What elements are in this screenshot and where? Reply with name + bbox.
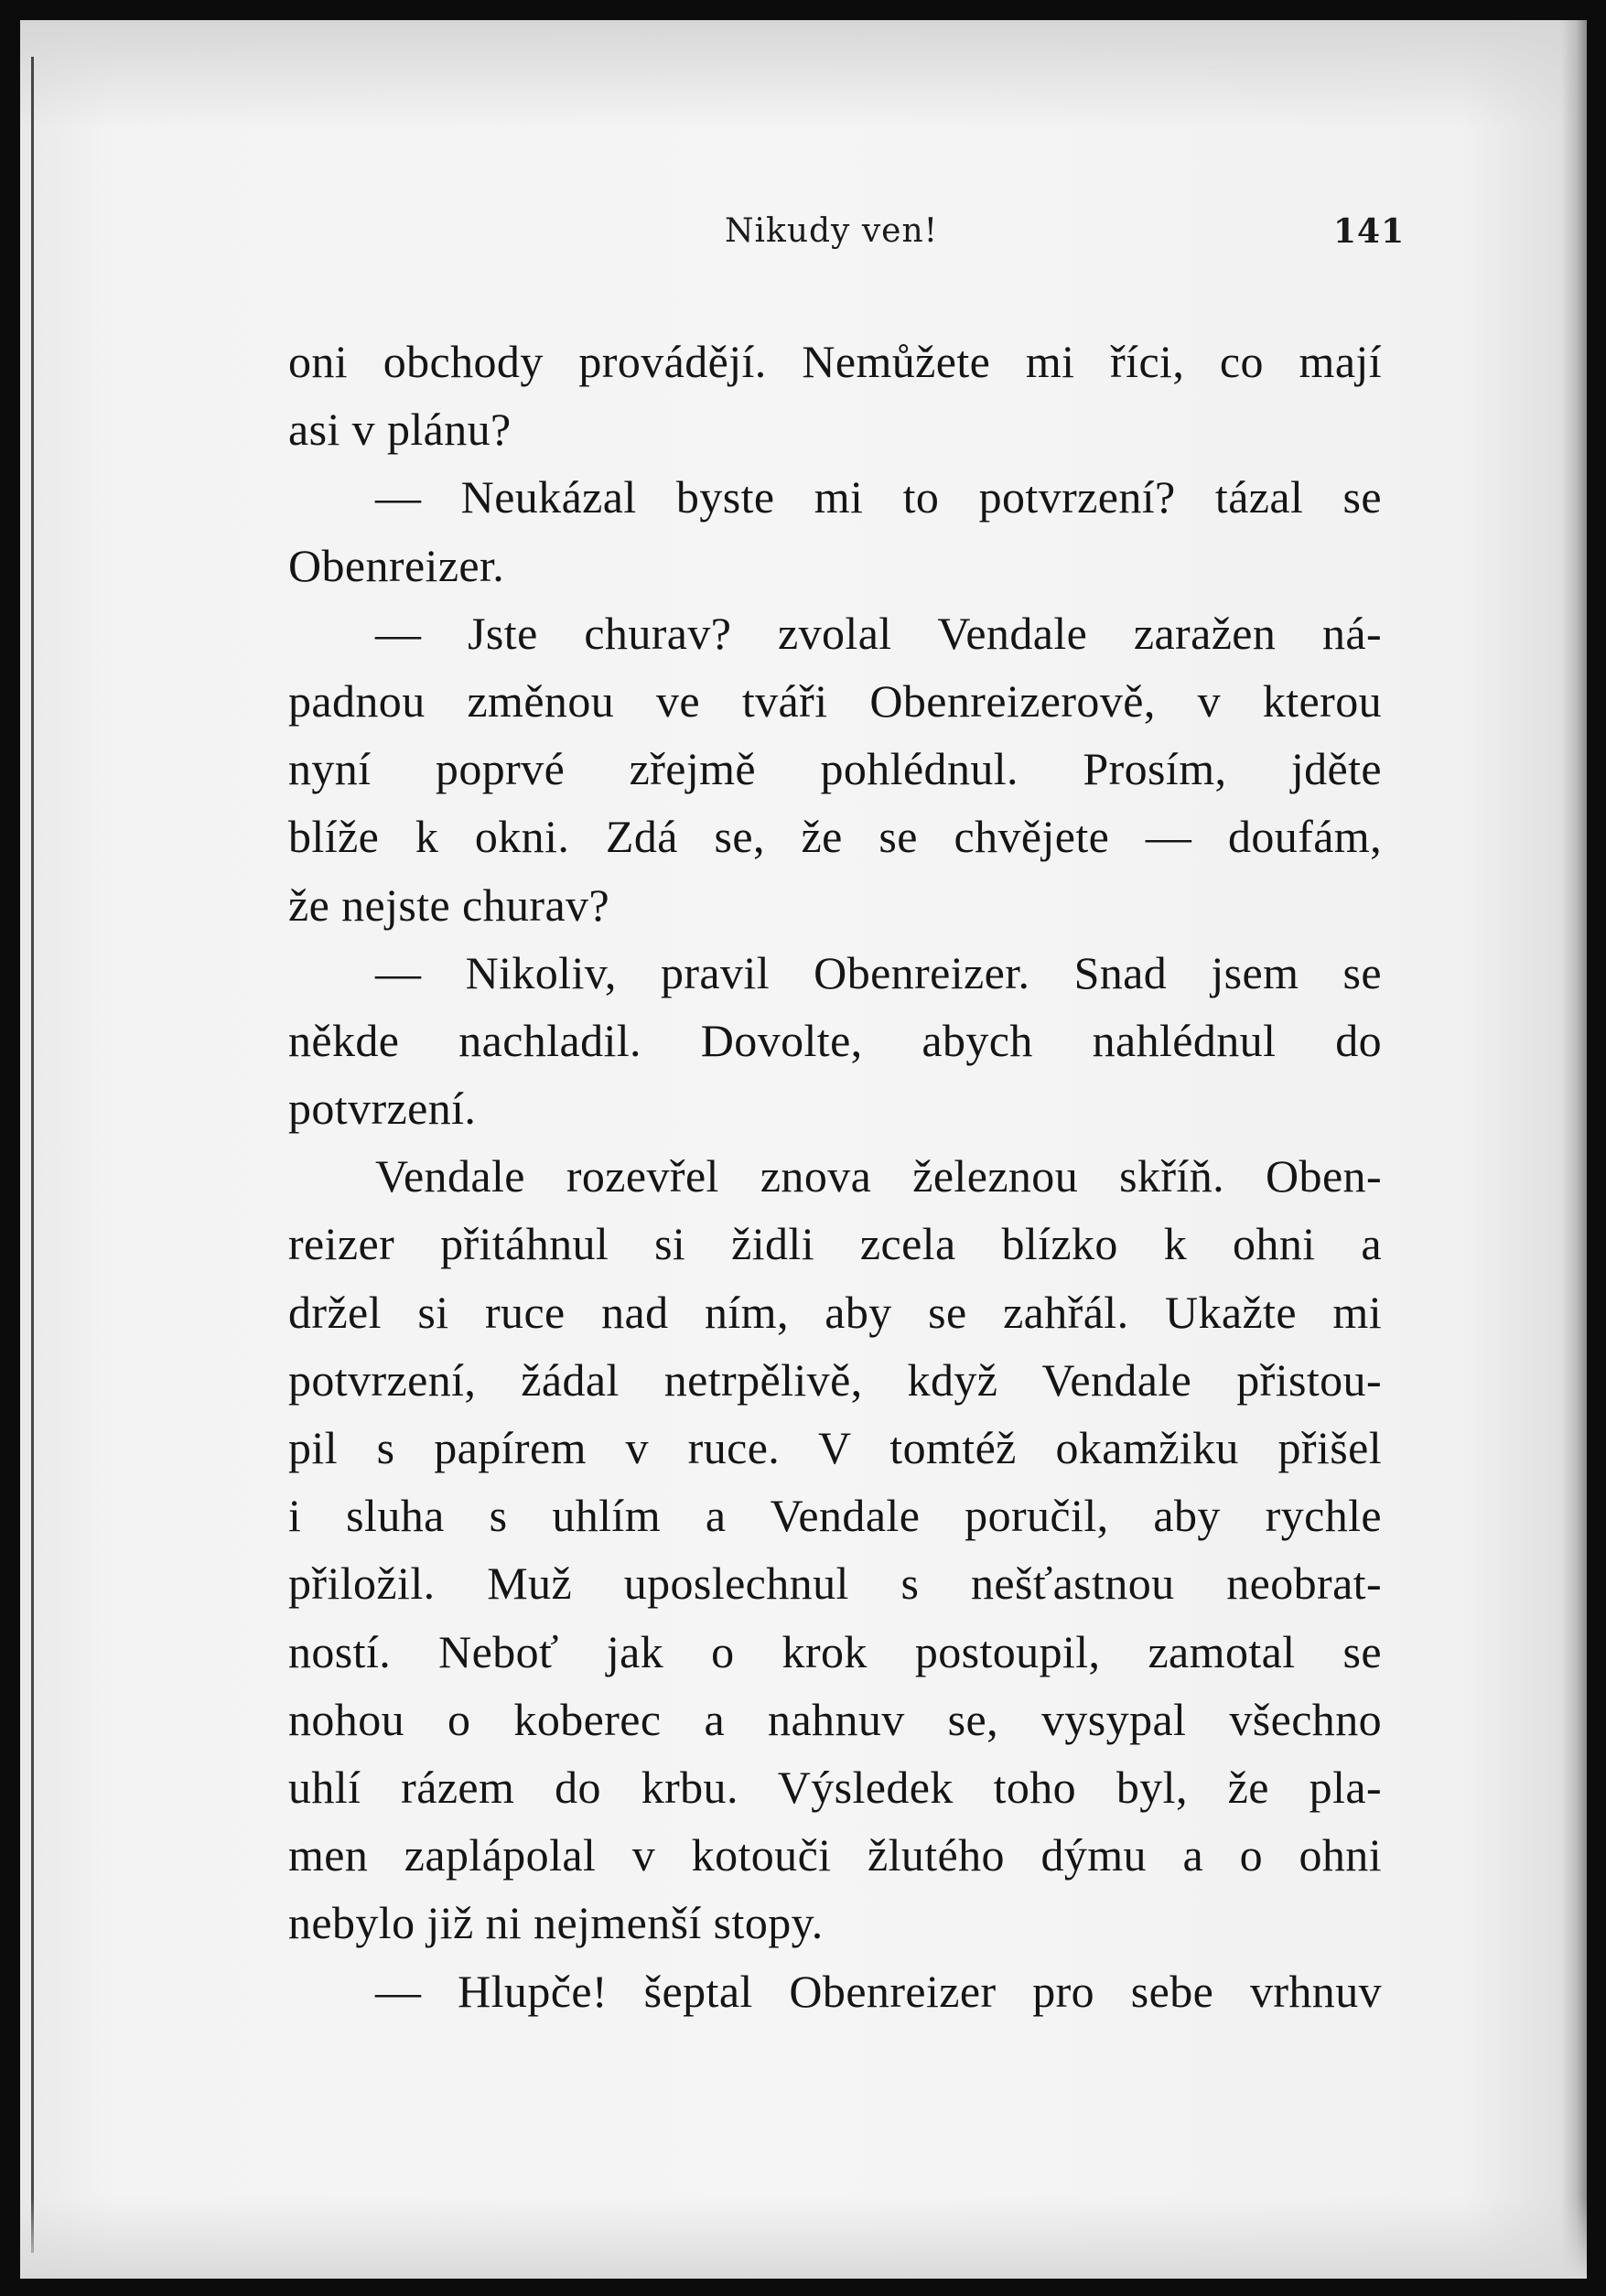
text-line: držel si ruce nad ním, aby se zahřál. Ukažte mi bbox=[288, 1286, 1382, 1338]
text-line: nyní poprvé zřejmě pohlédnul. Prosím, jděte bbox=[288, 743, 1382, 795]
text-line: — Jste churav? zvolal Vendale zaražen ná- bbox=[375, 607, 1382, 659]
text-line: potvrzení. bbox=[288, 1083, 477, 1135]
text-line: asi v plánu? bbox=[288, 404, 512, 456]
text-line: blíže k okni. Zdá se, že se chvějete — doufám, bbox=[288, 811, 1382, 863]
book-page bbox=[20, 20, 1587, 2279]
text-line: potvrzení, žádal netrpělivě, když Vendale přistou- bbox=[288, 1353, 1382, 1406]
text-line: někde nachladil. Dovolte, abych nahlédnul do bbox=[288, 1014, 1382, 1066]
text-line: men zaplápolal v kotouči žlutého dýmu a o ohni bbox=[288, 1829, 1382, 1881]
text-line: Vendale rozevřel znova železnou skříň. Oben- bbox=[375, 1150, 1382, 1202]
text-line: i sluha s uhlím a Vendale poručil, aby rychle bbox=[288, 1490, 1382, 1542]
text-line: přiložil. Muž uposlechnul s nešťastnou neobrat- bbox=[288, 1558, 1382, 1610]
text-line: padnou změnou ve tváři Obenreizerově, v kterou bbox=[288, 674, 1382, 727]
text-line: nohou o koberec a nahnuv se, vysypal všechno bbox=[288, 1693, 1382, 1745]
page-edge-shadow bbox=[1561, 20, 1587, 2279]
text-line: nebylo již ni nejmenší stopy. bbox=[288, 1897, 824, 1949]
text-line: oni obchody provádějí. Nemůžete mi říci, co mají bbox=[288, 336, 1382, 387]
text-line: — Hlupče! šeptal Obenreizer pro sebe vrhnuv bbox=[375, 1965, 1382, 2017]
body-text bbox=[288, 328, 1382, 2025]
text-line: — Neukázal byste mi to potvrzení? tázal se bbox=[375, 471, 1382, 523]
text-line: uhlí rázem do krbu. Výsledek toho byl, že pla- bbox=[288, 1761, 1382, 1813]
text-line: Obenreizer. bbox=[288, 539, 505, 591]
running-title: Nikudy ven! bbox=[725, 212, 939, 250]
text-line: pil s papírem v ruce. V tomtéž okamžiku přišel bbox=[288, 1422, 1382, 1473]
text-line: ností. Neboť jak o krok postoupil, zamotal se bbox=[288, 1625, 1382, 1677]
text-line: že nejste churav? bbox=[288, 879, 610, 931]
text-line: reizer přitáhnul si židli zcela blízko k ohni a bbox=[288, 1218, 1382, 1270]
text-line: — Nikoliv, pravil Obenreizer. Snad jsem se bbox=[375, 946, 1382, 998]
page-number: 141 bbox=[1333, 212, 1406, 251]
gutter-shadow bbox=[31, 57, 34, 2253]
running-head bbox=[286, 212, 1406, 258]
